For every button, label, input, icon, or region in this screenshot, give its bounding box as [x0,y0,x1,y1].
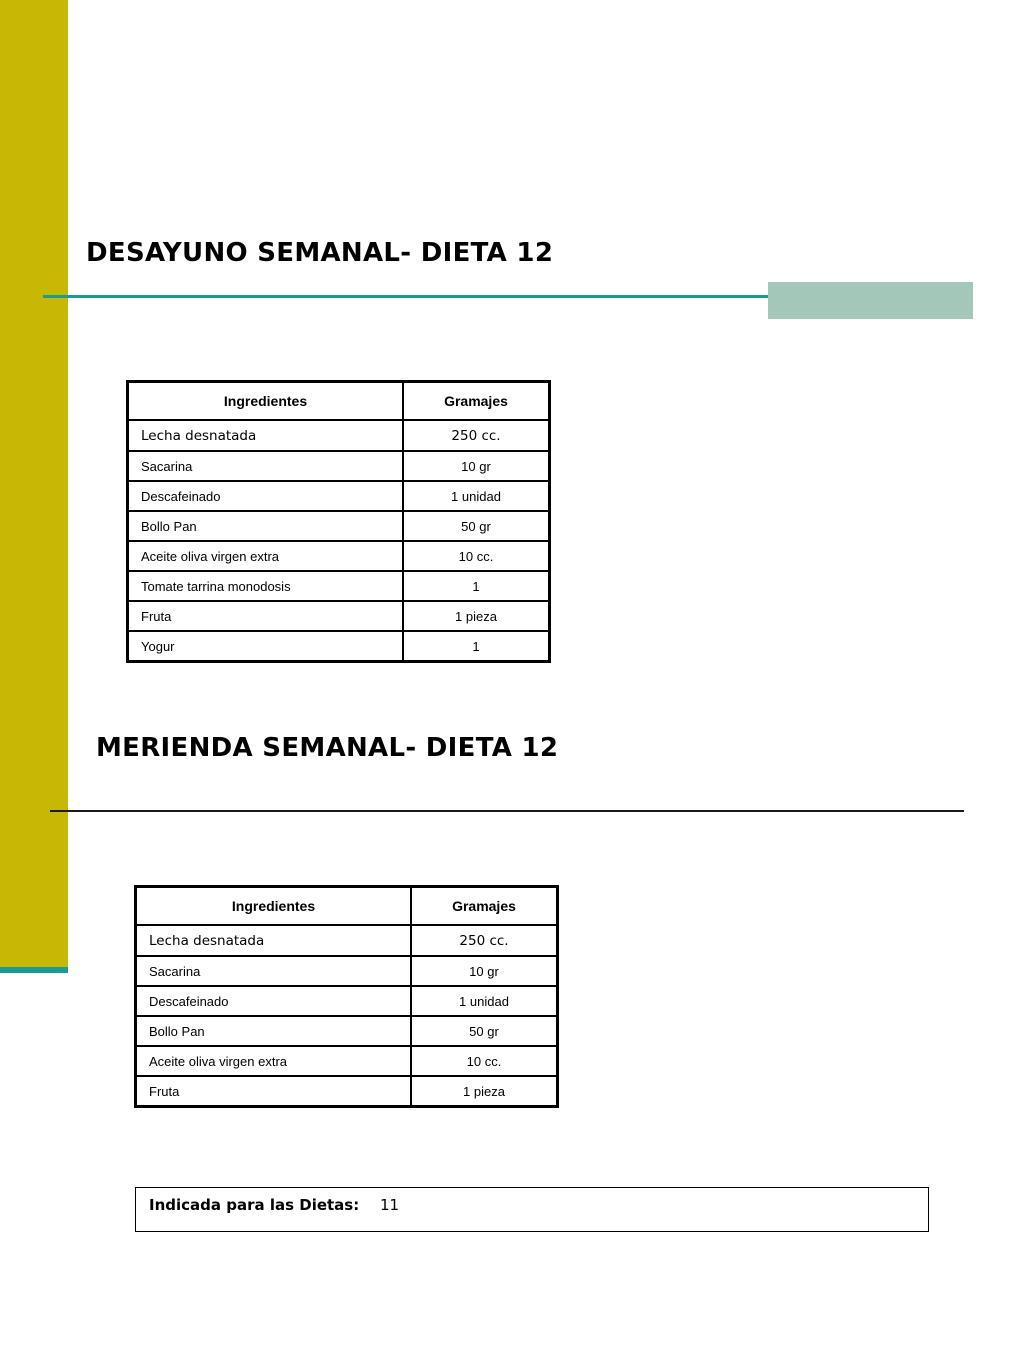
column-header-ingredientes: Ingredientes [128,382,404,421]
ingrediente-cell: Aceite oliva virgen extra [128,541,404,571]
left-accent-bar [0,0,68,968]
gramaje-cell: 250 cc. [403,420,550,451]
table-row [128,511,550,541]
desayuno-title: DESAYUNO SEMANAL- DIETA 12 [86,238,554,268]
ingrediente-cell: Bollo Pan [128,511,404,541]
table-header-row [136,887,558,926]
gramaje-cell: 1 pieza [411,1076,558,1107]
column-header-gramajes: Gramajes [403,382,550,421]
table-row [128,481,550,511]
ingrediente-cell: Sacarina [128,451,404,481]
table-row [136,1046,558,1076]
table-row [128,420,550,451]
table-row [136,956,558,986]
table-row [136,1016,558,1046]
gramaje-cell: 10 cc. [403,541,550,571]
table-row [136,925,558,956]
table-header-row [128,382,550,421]
table-row [128,451,550,481]
title-divider-dark [50,810,964,812]
ingrediente-cell: Sacarina [136,956,412,986]
gramaje-cell: 1 pieza [403,601,550,631]
column-header-gramajes: Gramajes [411,887,558,926]
desayuno-table [126,380,551,663]
table-row [128,541,550,571]
table-row [128,571,550,601]
ingrediente-cell: Descafeinado [136,986,412,1016]
table-row [128,631,550,662]
title-divider-accent-block [768,282,973,319]
ingrediente-cell: Fruta [128,601,404,631]
table-row [136,1076,558,1107]
ingrediente-cell: Tomate tarrina monodosis [128,571,404,601]
gramaje-cell: 50 gr [411,1016,558,1046]
ingrediente-cell: Aceite oliva virgen extra [136,1046,412,1076]
ingrediente-cell: Bollo Pan [136,1016,412,1046]
left-accent-bar-underline [0,967,68,973]
ingrediente-cell: Yogur [128,631,404,662]
column-header-ingredientes: Ingredientes [136,887,412,926]
ingrediente-cell: Fruta [136,1076,412,1107]
indicada-value: 11 [380,1196,400,1214]
table-row [128,601,550,631]
ingrediente-cell: Lecha desnatada [128,420,404,451]
merienda-title: MERIENDA SEMANAL- DIETA 12 [96,733,559,763]
merienda-table [134,885,559,1108]
ingrediente-cell: Lecha desnatada [136,925,412,956]
ingrediente-cell: Descafeinado [128,481,404,511]
gramaje-cell: 10 gr [411,956,558,986]
gramaje-cell: 10 cc. [411,1046,558,1076]
gramaje-cell: 50 gr [403,511,550,541]
gramaje-cell: 1 [403,571,550,601]
gramaje-cell: 1 unidad [411,986,558,1016]
gramaje-cell: 1 unidad [403,481,550,511]
gramaje-cell: 10 gr [403,451,550,481]
table-row [136,986,558,1016]
gramaje-cell: 1 [403,631,550,662]
indicada-label: Indicada para las Dietas: [149,1196,360,1214]
gramaje-cell: 250 cc. [411,925,558,956]
indicada-box [135,1187,929,1232]
